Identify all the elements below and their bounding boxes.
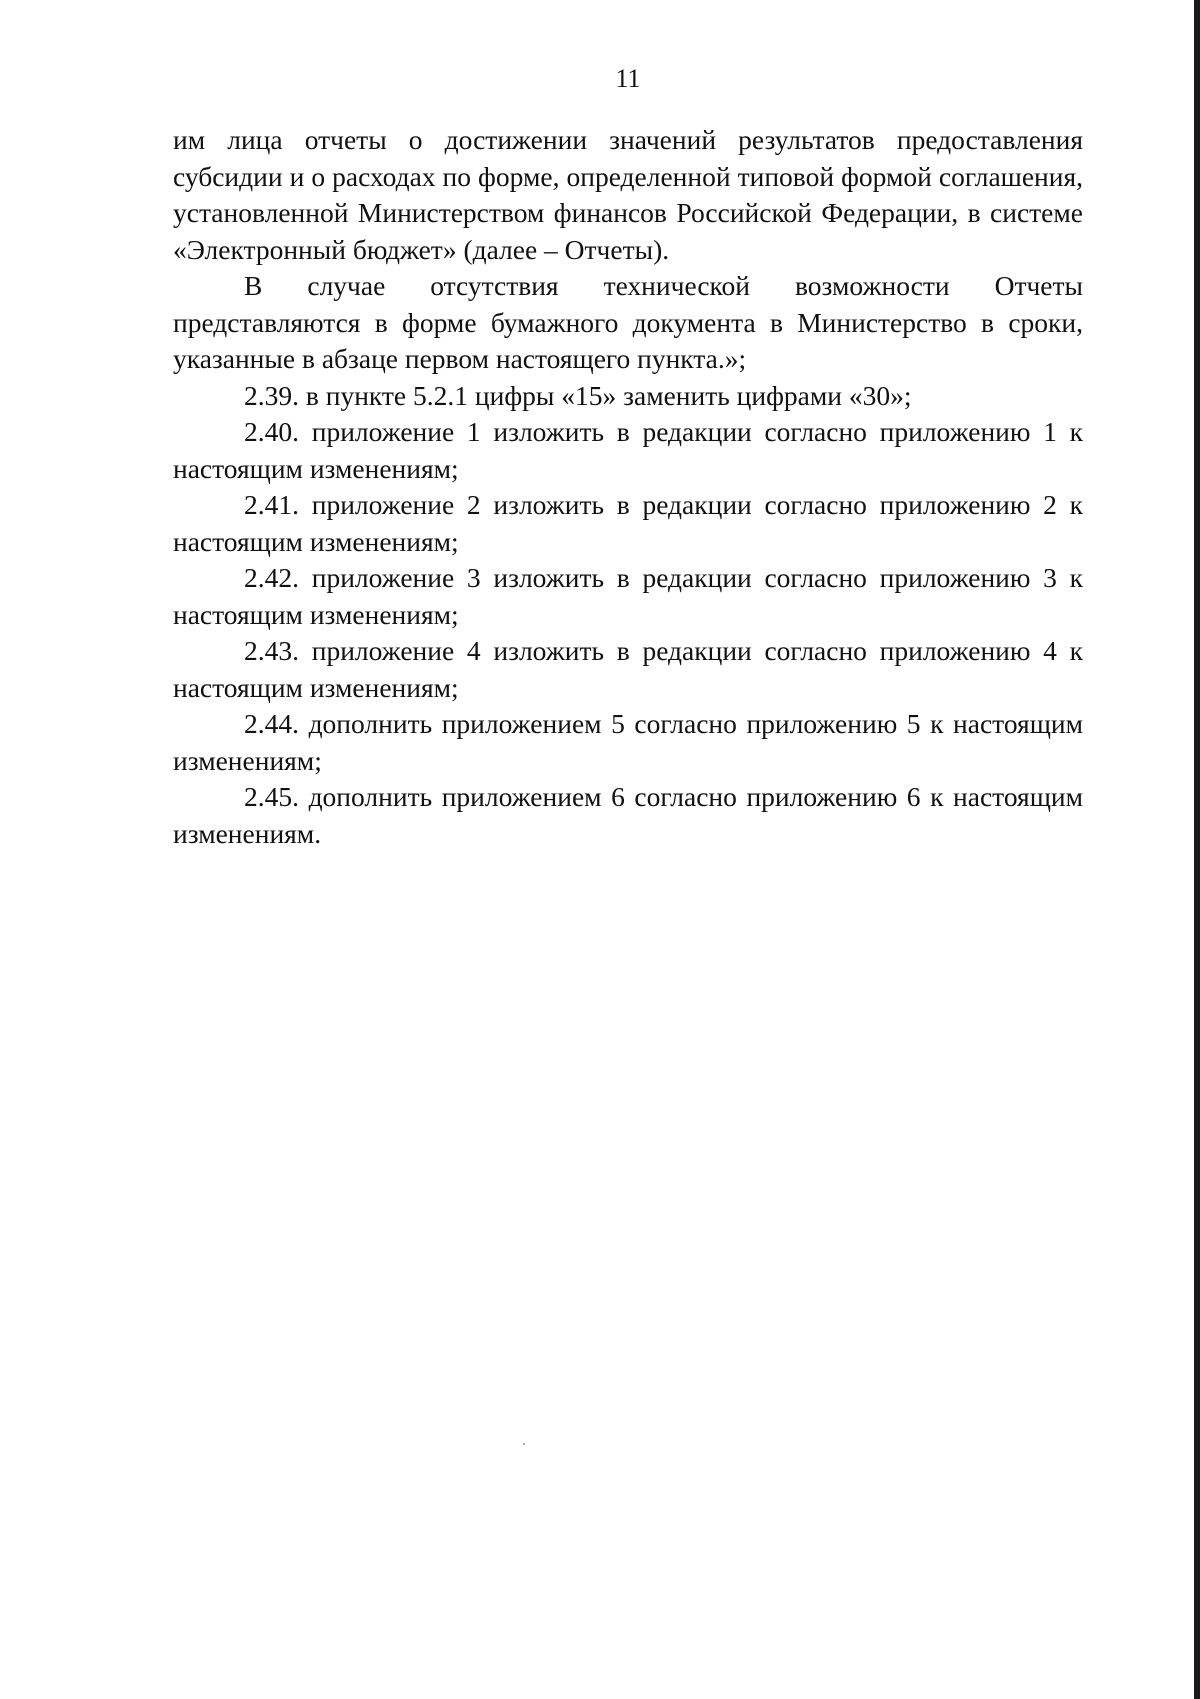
paragraph-2-42: 2.42. приложение 3 изложить в редакции согласно приложению 3 к настоящим изменениям; [173, 562, 1083, 630]
paragraph-reports-paper: В случае отсутствия технической возможности Отчеты представляются в форме бумажного документа в Министерство в сроки, указанные в абзаце первом настоящего пункта.»; [173, 270, 1083, 374]
paragraph-2-44: 2.44. дополнить приложением 5 согласно приложению 5 к настоящим изменениям; [173, 708, 1083, 776]
paragraph-2-39: 2.39. в пункте 5.2.1 цифры «15» заменить цифрами «30»; [244, 379, 912, 411]
page-number: 11 [615, 64, 641, 93]
paragraph-continuation: им лица отчеты о достижении значений результатов предоставления субсидии и о расходах по форме, определенной типовой формой соглашения, установленной Министерством финансов Российской Федерации, в системе «Электронный бюджет» (далее – Отчеты). [173, 124, 1083, 265]
paragraph-2-41: 2.41. приложение 2 изложить в редакции согласно приложению 2 к настоящим изменениям; [173, 489, 1083, 557]
scan-edge-border [1194, 0, 1200, 1699]
document-body [173, 122, 1083, 852]
scan-speck [523, 1443, 525, 1445]
paragraph-2-45: 2.45. дополнить приложением 6 согласно приложению 6 к настоящим изменениям. [173, 781, 1083, 849]
paragraph-2-40: 2.40. приложение 1 изложить в редакции согласно приложению 1 к настоящим изменениям; [173, 416, 1083, 484]
paragraph-2-43: 2.43. приложение 4 изложить в редакции согласно приложению 4 к настоящим изменениям; [173, 635, 1083, 703]
